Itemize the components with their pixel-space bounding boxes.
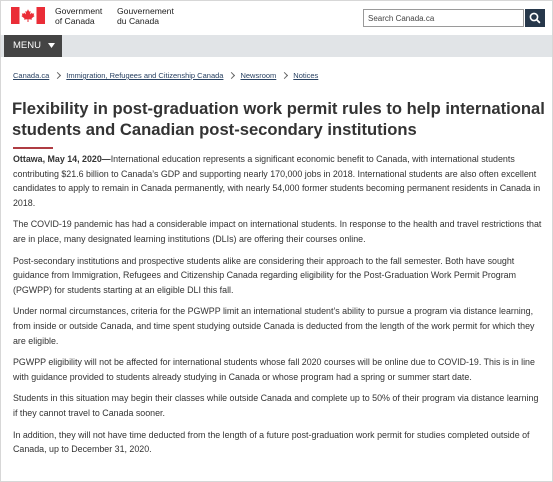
paragraph-text: International education represents a significant economic benefit to Canada, with international students contributing $21.6 billion to Canada’s GDP and supporting nearly 170,000 jobs in 2018. International students are also often excellent candidates to apply to remain in Canada permanently, with nearly 54,000 former students becoming permanent residents in Canada in 2018.: [13, 154, 541, 208]
search-button[interactable]: [525, 9, 545, 27]
signature-french[interactable]: [117, 6, 174, 26]
paragraph: Post-secondary institutions and prospective students alike are considering their approach to the fall semester. Both have sought guidance from Immigration, Refugees and Citizenship Canada regarding eligibility for the Post-Graduation Work Permit Program (PGWPP) for students starting at an eligible DLI this fall.: [13, 255, 516, 295]
signature-english[interactable]: [55, 6, 102, 26]
breadcrumb-separator-icon: [228, 72, 235, 79]
article-body: [13, 152, 545, 464]
paragraph: Under normal circumstances, criteria for the PGWPP limit an international student’s ability to pursue a program via distance learning, from inside or outside Canada, and time spent studying outside Canada is deducted from the length of the work permit for which they are eligible.: [13, 306, 535, 346]
paragraph: PGWPP eligibility will not be affected for international students whose fall 2020 courses will be online due to COVID-19. This is in line with guidance provided to students already studying in Canada or whose program had a spring or summer start date.: [13, 357, 535, 382]
signature-fr-line1: Gouvernement: [117, 6, 174, 16]
title-underline: [13, 147, 53, 149]
paragraph: Students in this situation may begin their classes while outside Canada and complete up to 50% of their program via distance learning if they cannot travel to Canada sooner.: [13, 393, 539, 418]
breadcrumb-separator-icon: [281, 72, 288, 79]
paragraph: The COVID-19 pandemic has had a considerable impact on international students. In response to the health and travel restrictions that are in place, many designated learning institutions (DLIs) are offering their courses online.: [13, 219, 542, 244]
menu-bar: [1, 35, 552, 57]
paragraph: [13, 152, 545, 210]
breadcrumb-separator-icon: [54, 72, 61, 79]
paragraph: In addition, they will not have time deducted from the length of a future post-graduation work permit for studies completed outside of Canada, up to December 31, 2020.: [13, 429, 530, 455]
signature-en-line2: of Canada: [55, 16, 95, 26]
chevron-down-icon: [48, 43, 55, 48]
breadcrumb-ircc[interactable]: Immigration, Refugees and Citizenship Canada: [66, 71, 224, 80]
breadcrumb-notices[interactable]: Notices: [293, 71, 319, 80]
page-title: Flexibility in post-graduation work permit rules to help international students and Canadian post-secondary institutions: [12, 99, 545, 139]
site-header: [1, 1, 552, 33]
signature-fr-line2: du Canada: [117, 16, 160, 26]
canada-flag-icon[interactable]: [11, 7, 45, 24]
breadcrumb-canada[interactable]: Canada.ca: [13, 71, 50, 80]
menu-button[interactable]: [4, 35, 62, 57]
menu-label: MENU: [13, 40, 41, 51]
search-input[interactable]: [363, 9, 524, 27]
search-icon: [525, 9, 545, 27]
breadcrumb: [13, 71, 318, 80]
dateline: Ottawa, May 14, 2020—: [13, 154, 111, 164]
signature-en-line1: Government: [55, 6, 103, 16]
breadcrumb-newsroom[interactable]: Newsroom: [240, 71, 277, 80]
